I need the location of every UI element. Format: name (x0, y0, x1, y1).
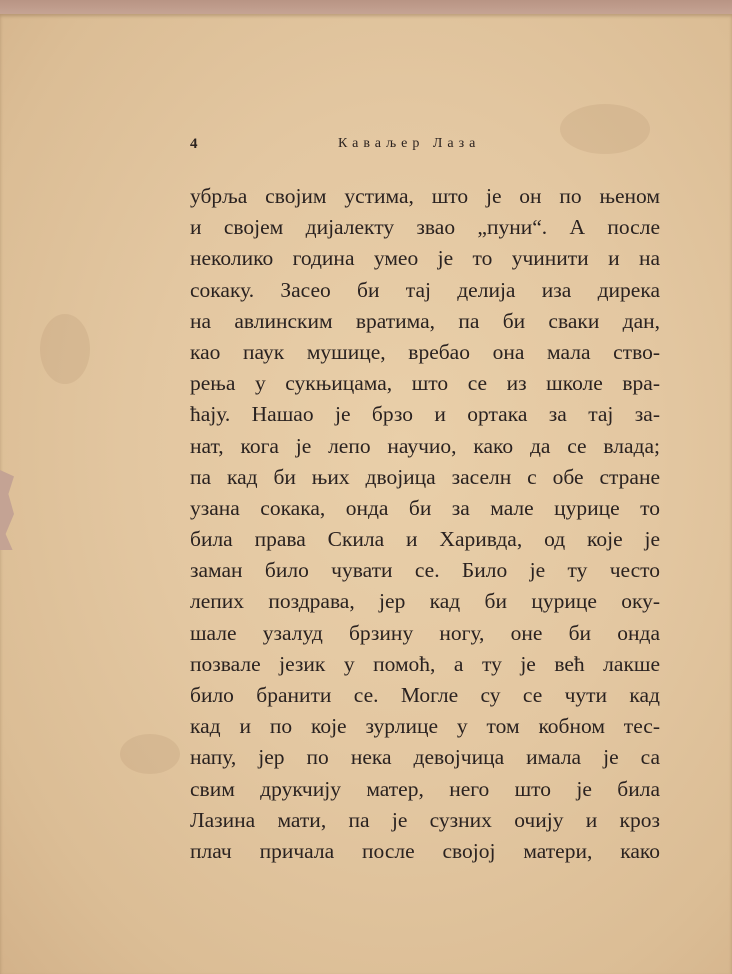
text-line: нат, кога је лепо научио, како да се влада; (190, 433, 660, 458)
text-line: кад и по које зурлице у том кобном тес- (190, 714, 660, 739)
paper-stain (40, 314, 90, 384)
page-header (0, 136, 732, 160)
text-line: узана сокака, онда би за мале цурице то (190, 495, 660, 520)
running-title: Каваљер Лаза (338, 136, 481, 151)
text-line: било бранити се. Могле су се чути кад (190, 683, 660, 707)
text-line: лепих поздрава, јер кад би цурице оку- (190, 589, 660, 614)
page-number: 4 (190, 136, 198, 152)
text-line: па кад би њих двојица заселн с обе стране (190, 464, 660, 489)
text-line: ћају. Нашао је брзо и ортака за тај за- (190, 402, 660, 427)
text-line: заман било чувати се. Било је ту често (190, 558, 660, 583)
body-text (190, 181, 660, 867)
text-line: сокаку. Засео би тај делија иза дирека (190, 277, 660, 302)
text-line: Лазина мати, па је сузних очију и кроз (190, 807, 660, 832)
text-line: убрља својим устима, што је он по њеном (190, 184, 660, 208)
text-line: била права Скила и Харивда, од које је (190, 527, 660, 552)
text-line: као паук мушице, вребао она мала ство- (190, 339, 660, 364)
text-line: шале узалуд брзину ногу, оне би онда (190, 620, 660, 645)
text-line: рења у сукњицама, што се из школе вра- (190, 371, 660, 396)
text-line: плач причала после својој матери, како (190, 838, 660, 863)
text-line: неколико година умео је то учинити и на (190, 246, 660, 271)
text-line: на авлинским вратима, па би сваки дан, (190, 308, 660, 333)
text-line: свим друкчију матер, него што је била (190, 776, 660, 801)
paper-stain (120, 734, 180, 774)
text-line: позвале језик у помоћ, а ту је већ лакше (190, 651, 660, 676)
text-line: напу, јер по нека девојчица имала је са (190, 745, 660, 770)
text-line: и својем дијалекту звао „пуни“. А после (190, 215, 660, 240)
